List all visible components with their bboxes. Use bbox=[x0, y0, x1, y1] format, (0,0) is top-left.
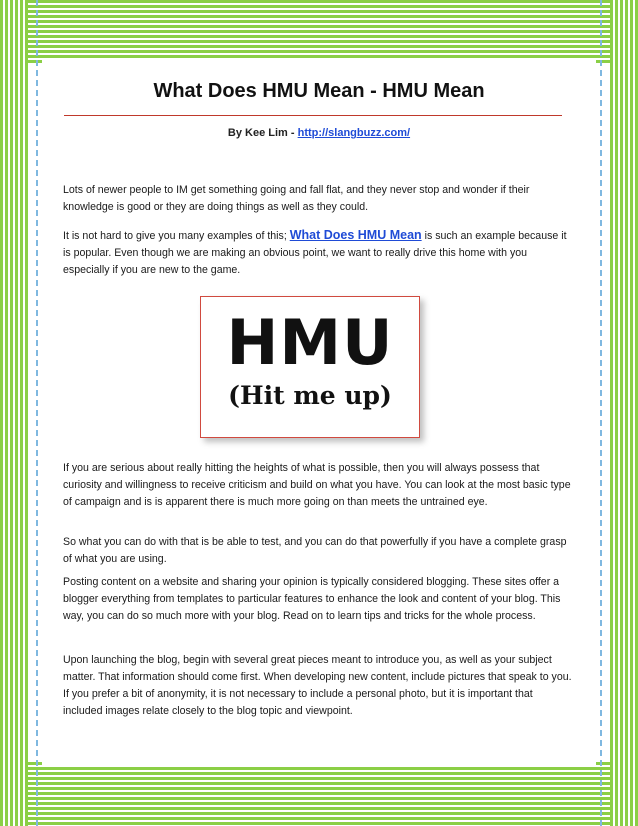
byline-author: By Kee Lim - bbox=[227, 127, 298, 139]
title-divider bbox=[64, 115, 562, 116]
paragraph-1: Lots of newer people to IM get something going and fall flat, and they never stop and wonder if their knowledge is good or they are doing things as well as they could. bbox=[63, 184, 530, 213]
paragraph-3: If you are serious about really hitting the heights of what is possible, then you will always possess that curiosity and willingness to receive criticism and build on what you have. You can look at the most basic type of campaign and is is apparent there is much more going on than meets the untrained eye. bbox=[63, 462, 571, 508]
byline bbox=[42, 127, 596, 139]
paragraph-4: So what you can do with that is be able to test, and you can do that powerfully if you have a complete grasp of what you are using. bbox=[63, 536, 567, 565]
hmu-image bbox=[200, 296, 420, 438]
byline-url-link[interactable]: http://slangbuzz.com/ bbox=[297, 127, 411, 139]
paragraph-2-start: It is not hard to give you many examples of this; bbox=[63, 230, 290, 242]
document-page bbox=[42, 60, 596, 766]
paragraph-2-end: is such an example because it is popular. Even though we are making an obvious point, we want to really drive this home with you especially if you are new to the game. bbox=[63, 230, 567, 276]
left-dashed-rule bbox=[36, 0, 38, 826]
paragraph-6: Upon launching the blog, begin with several great pieces meant to introduce you, as well as your subject matter. That information should come first. When developing new content, include pictures that speak to you. If you prefer a bit of anonymity, it is not necessary to include a personal photo, but it is important that included images relate closely to the blog topic and viewpoint. bbox=[63, 654, 572, 717]
right-border-stripes bbox=[610, 0, 638, 826]
what-does-hmu-mean-link[interactable]: What Does HMU Mean bbox=[289, 228, 422, 242]
paragraph-2 bbox=[63, 227, 575, 279]
bottom-border-stripes bbox=[0, 762, 638, 826]
hmu-image-title: HMU bbox=[226, 306, 394, 379]
top-border-stripes bbox=[0, 0, 638, 64]
left-border-stripes bbox=[0, 0, 28, 826]
document-title: What Does HMU Mean - HMU Mean bbox=[153, 80, 485, 102]
paragraph-5: Posting content on a website and sharing your opinion is typically considered blogging. These sites offer a blogger everything from templates to particular features to enhance the look and content of your blog. This way, you can do so much more with your blog. Read on to learn tips and tricks for the whole process. bbox=[63, 576, 561, 622]
right-dashed-rule bbox=[600, 0, 602, 826]
hmu-image-subtitle: (Hit me up) bbox=[228, 381, 392, 410]
